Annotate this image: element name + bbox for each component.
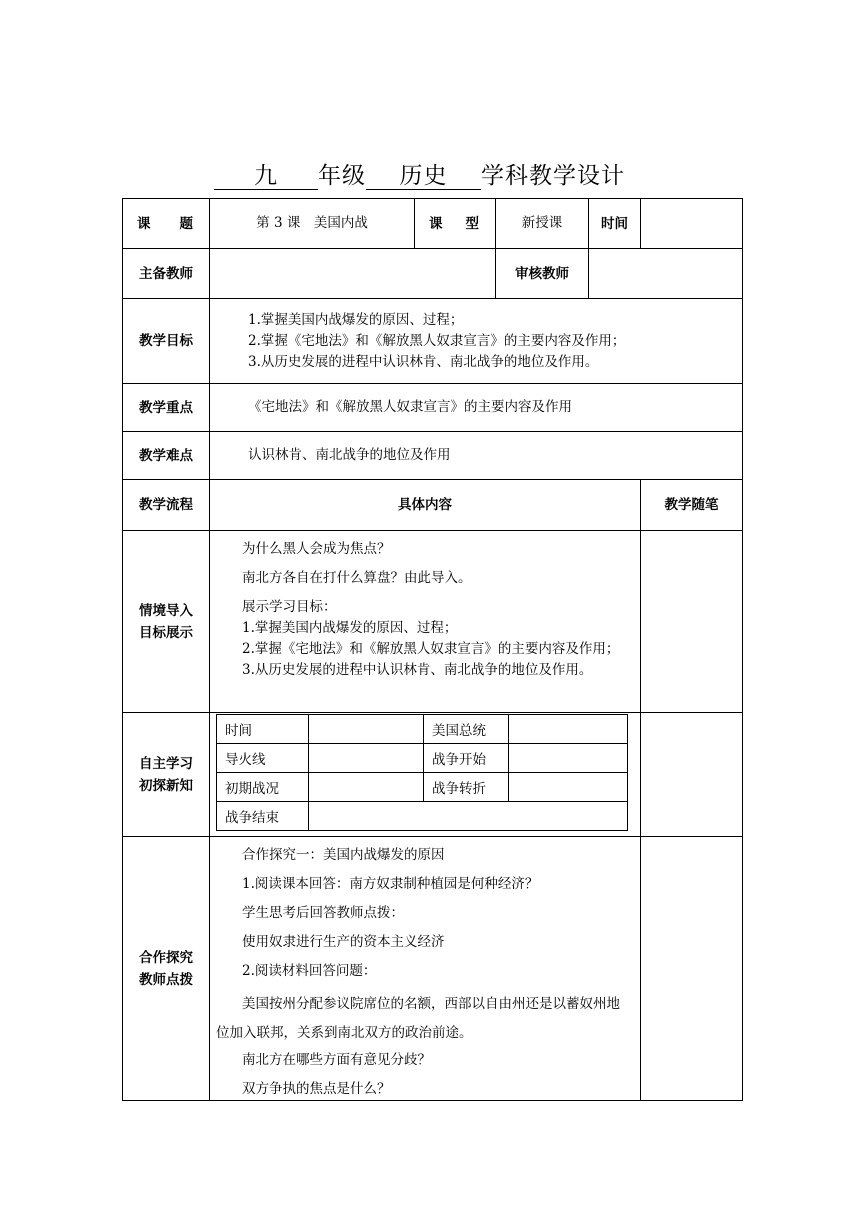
grid-president-value: [509, 715, 628, 744]
grid-turning-label: 战争转折: [424, 773, 509, 802]
flow-header-col2: 具体内容: [210, 480, 641, 531]
goal-item: 1.掌握美国内战爆发的原因、过程；: [248, 311, 464, 328]
key-point-text: 《宅地法》和《解放黑人奴隶宣言》的主要内容及作用: [248, 399, 572, 415]
section3-p8: 双方争执的焦点是什么？: [242, 1081, 391, 1097]
goals-content: [210, 299, 743, 384]
difficulty-label: 教学难点: [123, 432, 210, 480]
row-flow-header: [123, 480, 743, 531]
section1-p6: 3.从历史发展的进程中认识林肯、南北战争的地位及作用。: [242, 662, 593, 678]
key-point-label: 教学重点: [123, 384, 210, 432]
section3-label: [123, 837, 210, 1101]
lead-teacher-label: 主备教师: [123, 249, 210, 299]
grid-early-value: [309, 773, 424, 802]
row-teachers: [123, 249, 743, 299]
section3-p6: 美国按州分配参议院席位的名额，西部以自由州还是以蓄奴州地位加入联邦，关系到南北双方的政治前途。: [216, 996, 620, 1041]
goal-item: 3.从历史发展的进程中认识林肯、南北战争的地位及作用。: [248, 353, 599, 370]
goal-item: 2.掌握《宅地法》和《解放黑人奴隶宣言》的主要内容及作用；: [248, 332, 626, 349]
row-section1: [123, 531, 743, 713]
grid-early-label: 初期战况: [217, 773, 309, 802]
row-section2: [123, 713, 743, 837]
row-section3: [123, 837, 743, 1101]
section2-label-line1: 自主学习: [139, 755, 193, 772]
topic-label-a: 课: [137, 215, 151, 232]
time-label: 时间: [589, 199, 641, 249]
section3-content: [210, 837, 641, 1101]
difficulty-text: 认识林肯、南北战争的地位及作用: [248, 447, 451, 463]
type-label-a: 课: [429, 215, 443, 232]
section2-content: [210, 713, 641, 837]
title-subject: 历史: [366, 163, 481, 190]
key-point-content: [210, 384, 743, 432]
type-label-cell: [415, 199, 496, 249]
section3-p2: 1.阅读课本回答：南方奴隶制种植园是何种经济？: [242, 876, 539, 892]
section3-p5: 2.阅读材料回答问题：: [242, 963, 377, 979]
lead-teacher-value: [210, 249, 496, 299]
reviewer-value: [589, 249, 743, 299]
section1-label: [123, 531, 210, 713]
section3-p3: 学生思考后回答教师点拨：: [242, 905, 404, 921]
grid-war-start-label: 战争开始: [424, 744, 509, 773]
title-grade: 九: [214, 163, 318, 190]
row-topic: [123, 199, 743, 249]
grid-fuse-label: 导火线: [217, 744, 309, 773]
section1-p3: 展示学习目标：: [242, 599, 337, 615]
section3-p7: 南北方在哪些方面有意见分歧？: [242, 1052, 431, 1068]
grid-time-label: 时间: [217, 715, 309, 744]
section3-p4: 使用奴隶进行生产的资本主义经济: [242, 934, 445, 950]
section3-label-line2: 教师点拨: [139, 971, 193, 988]
grid-president-label: 美国总统: [424, 715, 509, 744]
topic-label-b: 题: [179, 215, 193, 232]
topic-label-cell: [123, 199, 210, 249]
type-value: 新授课: [496, 199, 589, 249]
title-grade-suffix: 年级: [318, 163, 366, 189]
reviewer-label: 审核教师: [496, 249, 589, 299]
grid-fuse-value: [309, 744, 424, 773]
section1-label-line1: 情境导入: [139, 602, 193, 619]
title-suffix: 学科教学设计: [481, 163, 625, 189]
section2-notes: [641, 713, 743, 837]
grid-war-end-value: [309, 802, 628, 831]
difficulty-content: [210, 432, 743, 480]
type-label-b: 型: [465, 215, 479, 232]
row-goals: [123, 299, 743, 384]
section3-notes: [641, 837, 743, 1101]
grid-turning-value: [509, 773, 628, 802]
lesson-plan-table: [122, 198, 743, 1101]
flow-header-col3: 教学随笔: [641, 480, 743, 531]
section1-content: [210, 531, 641, 713]
section1-label-line2: 目标展示: [139, 624, 193, 641]
section2-label-line2: 初探新知: [139, 777, 193, 794]
section1-p1: 为什么黑人会成为焦点？: [242, 541, 391, 557]
row-key-point: [123, 384, 743, 432]
section3-label-line1: 合作探究: [139, 949, 193, 966]
grid-war-start-value: [509, 744, 628, 773]
document-title: [214, 160, 654, 192]
section3-p1: 合作探究一：美国内战爆发的原因: [242, 847, 445, 863]
study-grid: [216, 714, 628, 831]
section1-notes: [641, 531, 743, 713]
grid-time-value: [309, 715, 424, 744]
section1-p2: 南北方各自在打什么算盘？由此导入。: [242, 570, 472, 586]
grid-war-end-label: 战争结束: [217, 802, 309, 831]
goals-label: 教学目标: [123, 299, 210, 384]
section1-p5: 2.掌握《宅地法》和《解放黑人奴隶宣言》的主要内容及作用；: [242, 641, 620, 657]
flow-header-col1: 教学流程: [123, 480, 210, 531]
topic-value: 第 3 课 美国内战: [210, 199, 415, 249]
section2-label: [123, 713, 210, 837]
time-value: [641, 199, 743, 249]
row-difficulty: [123, 432, 743, 480]
section1-p4: 1.掌握美国内战爆发的原因、过程；: [242, 620, 458, 636]
